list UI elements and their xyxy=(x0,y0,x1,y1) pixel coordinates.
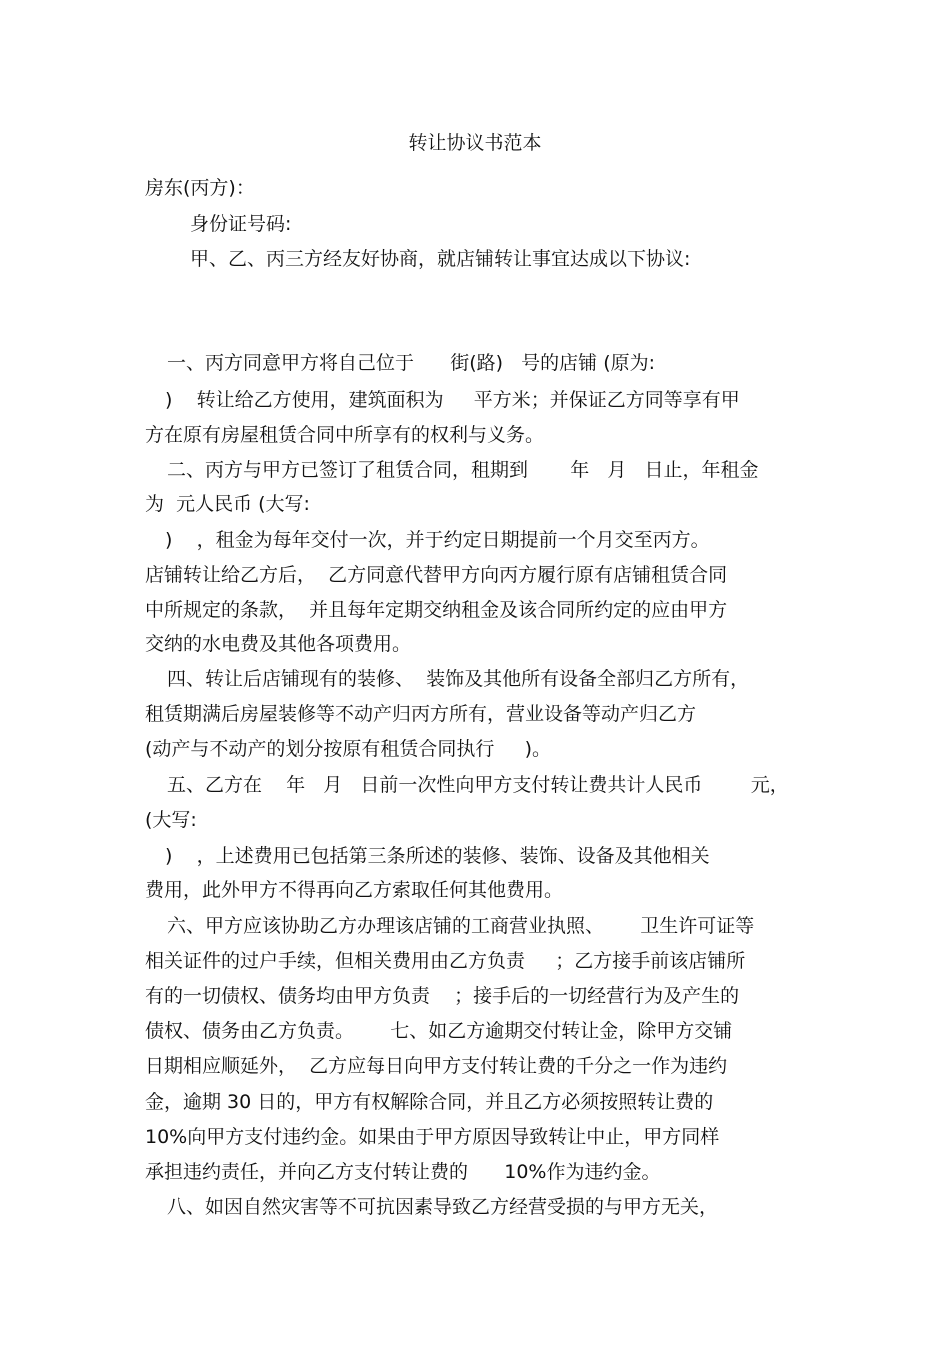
clause-line: 一、丙方同意甲方将自己位于 街(路) 号的店铺 (原为: xyxy=(167,352,656,374)
clause-line: 为 元人民币 (大写: xyxy=(145,493,310,515)
clause-line: 二、丙方与甲方已签订了租赁合同，租期到 年 月 日止，年租金 xyxy=(167,459,759,481)
clause-line: 债权、债务由乙方负责。 七、如乙方逾期交付转让金，除甲方交铺 xyxy=(145,1020,733,1042)
clause-line: 相关证件的过户手续，但相关费用由乙方负责 ；乙方接手前该店铺所 xyxy=(145,950,746,972)
clause-line: 有的一切债权、债务均由甲方负责 ；接手后的一切经营行为及产生的 xyxy=(145,985,740,1007)
clause-line: 费用，此外甲方不得再向乙方索取任何其他费用。 xyxy=(145,879,564,901)
landlord-line: 房东(丙方)： xyxy=(145,177,255,199)
clause-line: ) ，上述费用已包括第三条所述的装修、装饰、设备及其他相关 xyxy=(165,845,710,867)
clause-line: 中所规定的条款， 并且每年定期交纳租金及该合同所约定的应由甲方 xyxy=(145,599,728,621)
id-number-line: 身份证号码: xyxy=(190,213,292,235)
clause-line: 四、转让后店铺现有的装修、 装饰及其他所有设备全部归乙方所有， xyxy=(167,668,750,690)
clause-line: 承担违约责任，并向乙方支付转让费的 10%作为违约金。 xyxy=(145,1161,661,1183)
clause-line: (动产与不动产的划分按原有租赁合同执行 )。 xyxy=(145,738,552,760)
clause-line: 10%向甲方支付违约金。如果由于甲方原因导致转让中止，甲方同样 xyxy=(145,1126,720,1148)
clause-line: 八、如因自然灾害等不可抗因素导致乙方经营受损的与甲方无关， xyxy=(167,1196,719,1218)
document-title: 转让协议书范本 xyxy=(408,132,542,154)
clause-line: 金，逾期 30 日的，甲方有权解除合同，并且乙方必须按照转让费的 xyxy=(145,1091,714,1113)
clause-line: 交纳的水电费及其他各项费用。 xyxy=(145,633,412,655)
clause-line: ) ，租金为每年交付一次，并于约定日期提前一个月交至丙方。 xyxy=(165,529,710,551)
clause-line: 六、甲方应该协助乙方办理该店铺的工商营业执照、 卫生许可证等 xyxy=(167,915,755,937)
clause-line: 方在原有房屋租赁合同中所享有的权利与义务。 xyxy=(145,424,545,446)
clause-line: 五、乙方在 年 月 日前一次性向甲方支付转让费共计人民币 元， xyxy=(167,774,789,796)
clause-line: 日期相应顺延外， 乙方应每日向甲方支付转让费的千分之一作为违约 xyxy=(145,1055,728,1077)
clause-line: 店铺转让给乙方后， 乙方同意代替甲方向丙方履行原有店铺租赁合同 xyxy=(145,564,728,586)
clause-line: 租赁期满后房屋装修等不动产归丙方所有，营业设备等动产归乙方 xyxy=(145,703,697,725)
intro-line: 甲、乙、丙三方经友好协商，就店铺转让事宜达成以下协议: xyxy=(190,248,691,270)
clause-line: ) 转让给乙方使用，建筑面积为 平方米；并保证乙方同等享有甲 xyxy=(165,389,740,411)
clause-line: (大写: xyxy=(145,809,197,831)
